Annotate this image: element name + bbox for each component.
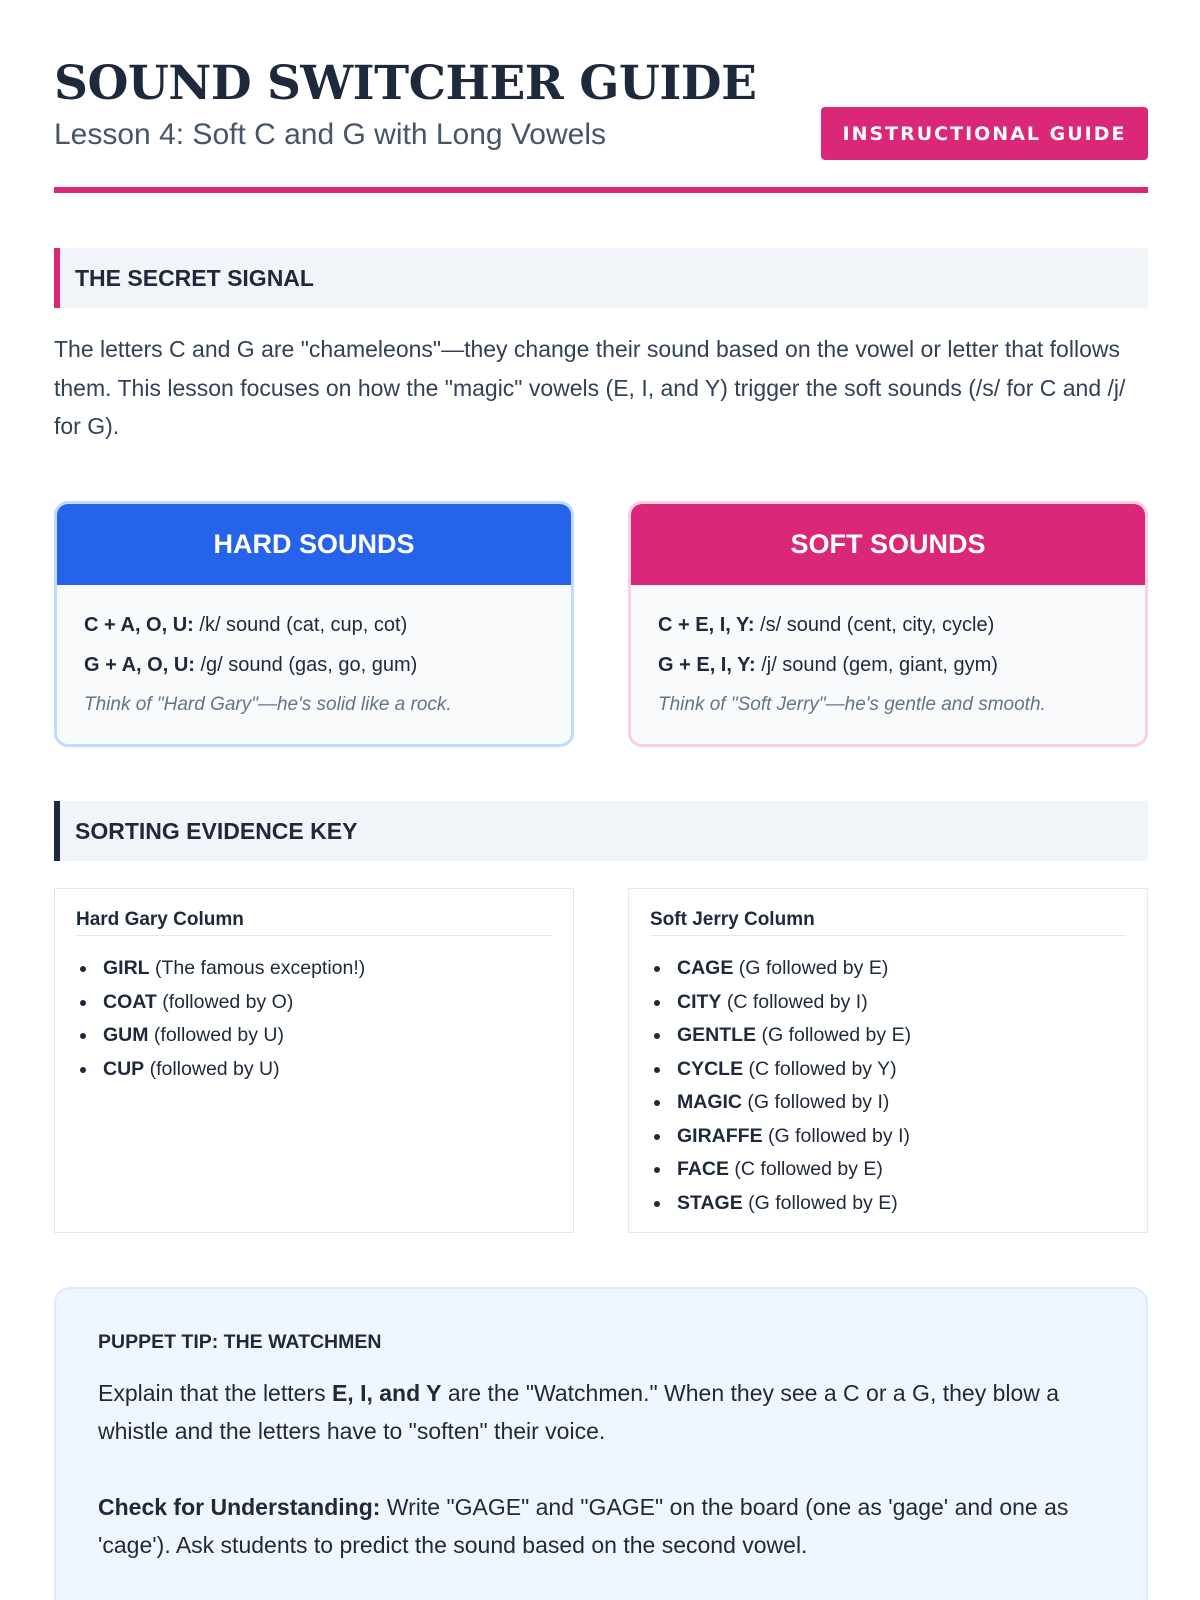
list-item xyxy=(650,1053,911,1087)
hard-gary-note: Think of "Hard Gary"—he's solid like a rock. xyxy=(84,694,452,715)
list-item-note: (C followed by E) xyxy=(729,1158,883,1180)
soft-sounds-body xyxy=(631,585,1145,725)
list-item-note: (G followed by E) xyxy=(742,1191,898,1214)
list-item-word: GUM xyxy=(103,1024,149,1046)
list-item xyxy=(650,986,911,1020)
page-title: SOUND SWITCHER GUIDE xyxy=(54,56,757,111)
list-item-word: FACE xyxy=(677,1158,730,1180)
list-item-note: (The famous exception!) xyxy=(149,957,366,979)
hard-rule-g-text: /g/ sound (gas, go, gum) xyxy=(194,654,418,676)
soft-jerry-column-title: Soft Jerry Column xyxy=(650,909,1126,936)
lesson-page xyxy=(54,0,1148,1558)
list-item-word: GIRAFFE xyxy=(677,1124,763,1147)
list-item-word: COAT xyxy=(103,990,157,1013)
list-item-note: (G followed by I) xyxy=(742,1091,890,1113)
page-header xyxy=(54,0,1148,194)
list-item xyxy=(650,1187,911,1221)
soft-jerry-column xyxy=(628,888,1148,1233)
secret-signal-heading xyxy=(54,248,1148,308)
list-item-note: (C followed by I) xyxy=(721,990,868,1013)
list-item xyxy=(650,1086,911,1120)
list-item xyxy=(650,1019,911,1053)
list-item-word: CITY xyxy=(677,990,722,1013)
watchmen-letters: E, I, and Y xyxy=(331,1380,442,1406)
list-item-note: (followed by U) xyxy=(144,1057,280,1080)
hard-rule-c-text: /k/ sound (cat, cup, cot) xyxy=(193,614,408,636)
list-item xyxy=(76,952,365,986)
secret-signal-heading-text: THE SECRET SIGNAL xyxy=(75,264,314,291)
hard-sounds-body xyxy=(57,585,571,725)
soft-rule-c-text: /s/ sound (cent, city, cycle) xyxy=(754,614,995,636)
hard-sounds-heading: HARD SOUNDS xyxy=(57,504,571,585)
list-item xyxy=(650,1153,911,1187)
soft-rule-g-text: /j/ sound (gem, giant, gym) xyxy=(755,654,998,676)
list-item xyxy=(650,952,911,986)
check-understanding-label: Check for Understanding: xyxy=(98,1494,381,1520)
sorting-key-heading xyxy=(54,801,1148,861)
hard-rule-g-label: G + A, O, U: xyxy=(84,654,195,676)
hard-rule-c xyxy=(84,605,571,645)
hard-gary-column-title: Hard Gary Column xyxy=(76,909,552,936)
list-item-note: (G followed by E) xyxy=(756,1024,912,1046)
sorting-key-heading-text: SORTING EVIDENCE KEY xyxy=(75,817,358,844)
soft-rule-g-label: G + E, I, Y: xyxy=(658,654,756,676)
list-item-note: (followed by U) xyxy=(148,1024,284,1046)
list-item-note: (followed by O) xyxy=(156,990,294,1013)
watchmen-text-start: Explain that the letters xyxy=(98,1380,332,1406)
soft-sounds-card xyxy=(628,501,1148,747)
list-item-note: (C followed by Y) xyxy=(743,1057,897,1080)
list-item-note: (G followed by E) xyxy=(733,957,889,979)
list-item-word: GIRL xyxy=(103,957,150,979)
soft-rule-c xyxy=(658,605,1145,645)
list-item-word: STAGE xyxy=(677,1191,743,1214)
puppet-tip-heading: PUPPET TIP: THE WATCHMEN xyxy=(98,1331,382,1353)
watchmen-text-end: are the "Watchmen." When they see a C or a G, they blow a whistle and the letters have to "soften" their voice. xyxy=(98,1380,1060,1444)
hard-gary-list xyxy=(76,952,365,1086)
list-item-word: CYCLE xyxy=(677,1057,744,1080)
hard-sounds-card xyxy=(54,501,574,747)
list-item xyxy=(76,1053,365,1087)
page-subtitle: Lesson 4: Soft C and G with Long Vowels xyxy=(54,118,606,151)
soft-jerry-note: Think of "Soft Jerry"—he's gentle and smooth. xyxy=(658,694,1046,715)
soft-jerry-list xyxy=(650,952,911,1220)
list-item-word: GENTLE xyxy=(677,1024,757,1046)
list-item-note: (G followed by I) xyxy=(762,1124,910,1147)
puppet-tip-box xyxy=(54,1287,1148,1600)
check-understanding-paragraph xyxy=(98,1488,1108,1564)
hard-rule-g xyxy=(84,645,571,685)
soft-rule-c-label: C + E, I, Y: xyxy=(658,614,755,636)
intro-paragraph: The letters C and G are "chameleons"—they change their sound based on the vowel or letter that follows them. This lesson focuses on how the "magic" vowels (E, I, and Y) trigger the soft sounds (/s/ for C and /j/ for G). xyxy=(54,336,1126,439)
header-divider xyxy=(54,187,1148,193)
soft-rule-g xyxy=(658,645,1145,685)
watchmen-paragraph xyxy=(98,1374,1108,1450)
list-item-word: CAGE xyxy=(677,957,734,979)
list-item xyxy=(76,1019,365,1053)
hard-rule-c-label: C + A, O, U: xyxy=(84,614,194,636)
list-item xyxy=(650,1120,911,1154)
list-item-word: CUP xyxy=(103,1057,145,1080)
instructional-guide-badge: INSTRUCTIONAL GUIDE xyxy=(821,107,1148,160)
check-understanding-text: Write "GAGE" and "GAGE" on the board (one as 'gage' and one as 'cage'). Ask students to predict the sound based on the second vowel. xyxy=(98,1494,1069,1558)
soft-sounds-heading: SOFT SOUNDS xyxy=(631,504,1145,585)
list-item xyxy=(76,986,365,1020)
list-item-word: MAGIC xyxy=(677,1091,742,1113)
hard-gary-column xyxy=(54,888,574,1233)
